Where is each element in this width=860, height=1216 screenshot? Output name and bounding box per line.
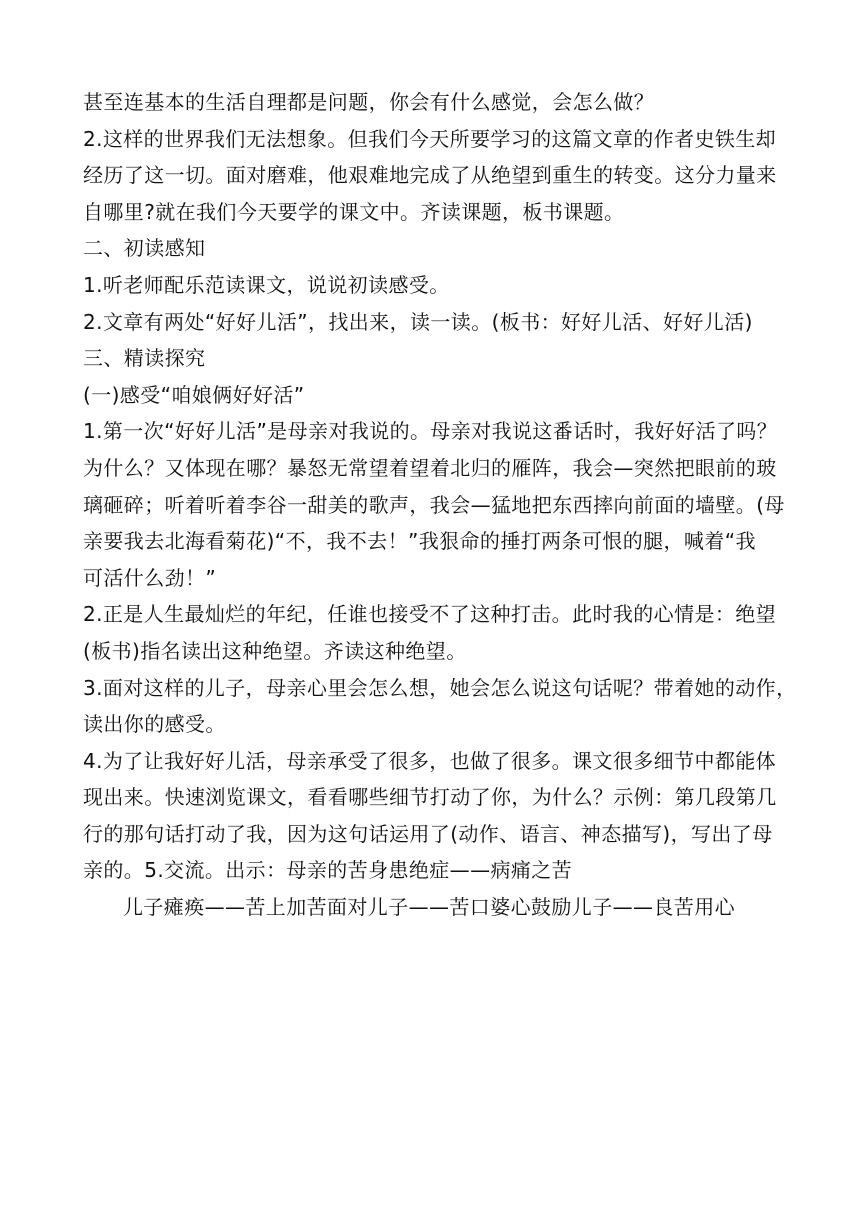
text-line: 儿子瘫痪——苦上加苦面对儿子——苦口婆心鼓励儿子——良苦用心 <box>123 895 735 920</box>
text-line: 2.正是人生最灿烂的年纪，任谁也接受不了这种打击。此时我的心情是：绝望 <box>83 602 777 627</box>
section-heading: 二、初读感知 <box>83 236 206 261</box>
text-line: 亲要我去北海看菊花)“不，我不去！”我狠命的捶打两条可恨的腿，喊着“我 <box>83 529 756 554</box>
text-line: 现出来。快速浏览课文，看看哪些细节打动了你，为什么？示例：第几段第几 <box>83 785 777 810</box>
subsection-heading: (一)感受“咱娘俩好好活” <box>83 382 305 407</box>
text-line: 甚至连基本的生活自理都是问题，你会有什么感觉，会怎么做？ <box>83 90 655 114</box>
text-line: 为什么？又体现在哪？暴怒无常望着望着北归的雁阵，我会—突然把眼前的玻 <box>83 455 777 480</box>
text-line: 1.听老师配乐范读课文，说说初读感受。 <box>83 272 450 297</box>
section-heading: 三、精读探究 <box>83 346 206 371</box>
text-line: 亲的。5.交流。出示：母亲的苦身患绝症——病痛之苦 <box>83 858 573 883</box>
text-line: 2.这样的世界我们无法想象。但我们今天所要学习的这篇文章的作者史铁生却 <box>83 126 777 151</box>
text-line: 璃砸碎；听着听着李谷一甜美的歌声，我会—猛地把东西摔向前面的墙壁。(母 <box>83 492 785 517</box>
document-page <box>83 84 797 926</box>
text-line: 1.第一次“好好儿活”是母亲对我说的。母亲对我说这番话时，我好好活了吗？ <box>83 419 778 444</box>
text-line: 2.文章有两处“好好儿活”，找出来，读一读。(板书：好好儿活、好好儿活) <box>83 309 753 334</box>
text-line: (板书)指名读出这种绝望。齐读这种绝望。 <box>83 638 467 663</box>
text-line: 4.为了让我好好儿活，母亲承受了很多，也做了很多。课文很多细节中都能体 <box>83 748 777 773</box>
text-line: 可活什么劲！” <box>83 565 217 590</box>
text-line: 自哪里?就在我们今天要学的课文中。齐读课题，板书课题。 <box>83 199 625 224</box>
text-line: 经历了这一切。面对磨难，他艰难地完成了从绝望到重生的转变。这分力量来 <box>83 163 777 188</box>
text-line: 读出你的感受。 <box>83 712 226 737</box>
text-line: 3.面对这样的儿子，母亲心里会怎么想，她会怎么说这句话呢？带着她的动作， <box>83 675 797 700</box>
text-line: 行的那句话打动了我，因为这句话运用了(动作、语言、神态描写)，写出了母 <box>83 821 773 846</box>
